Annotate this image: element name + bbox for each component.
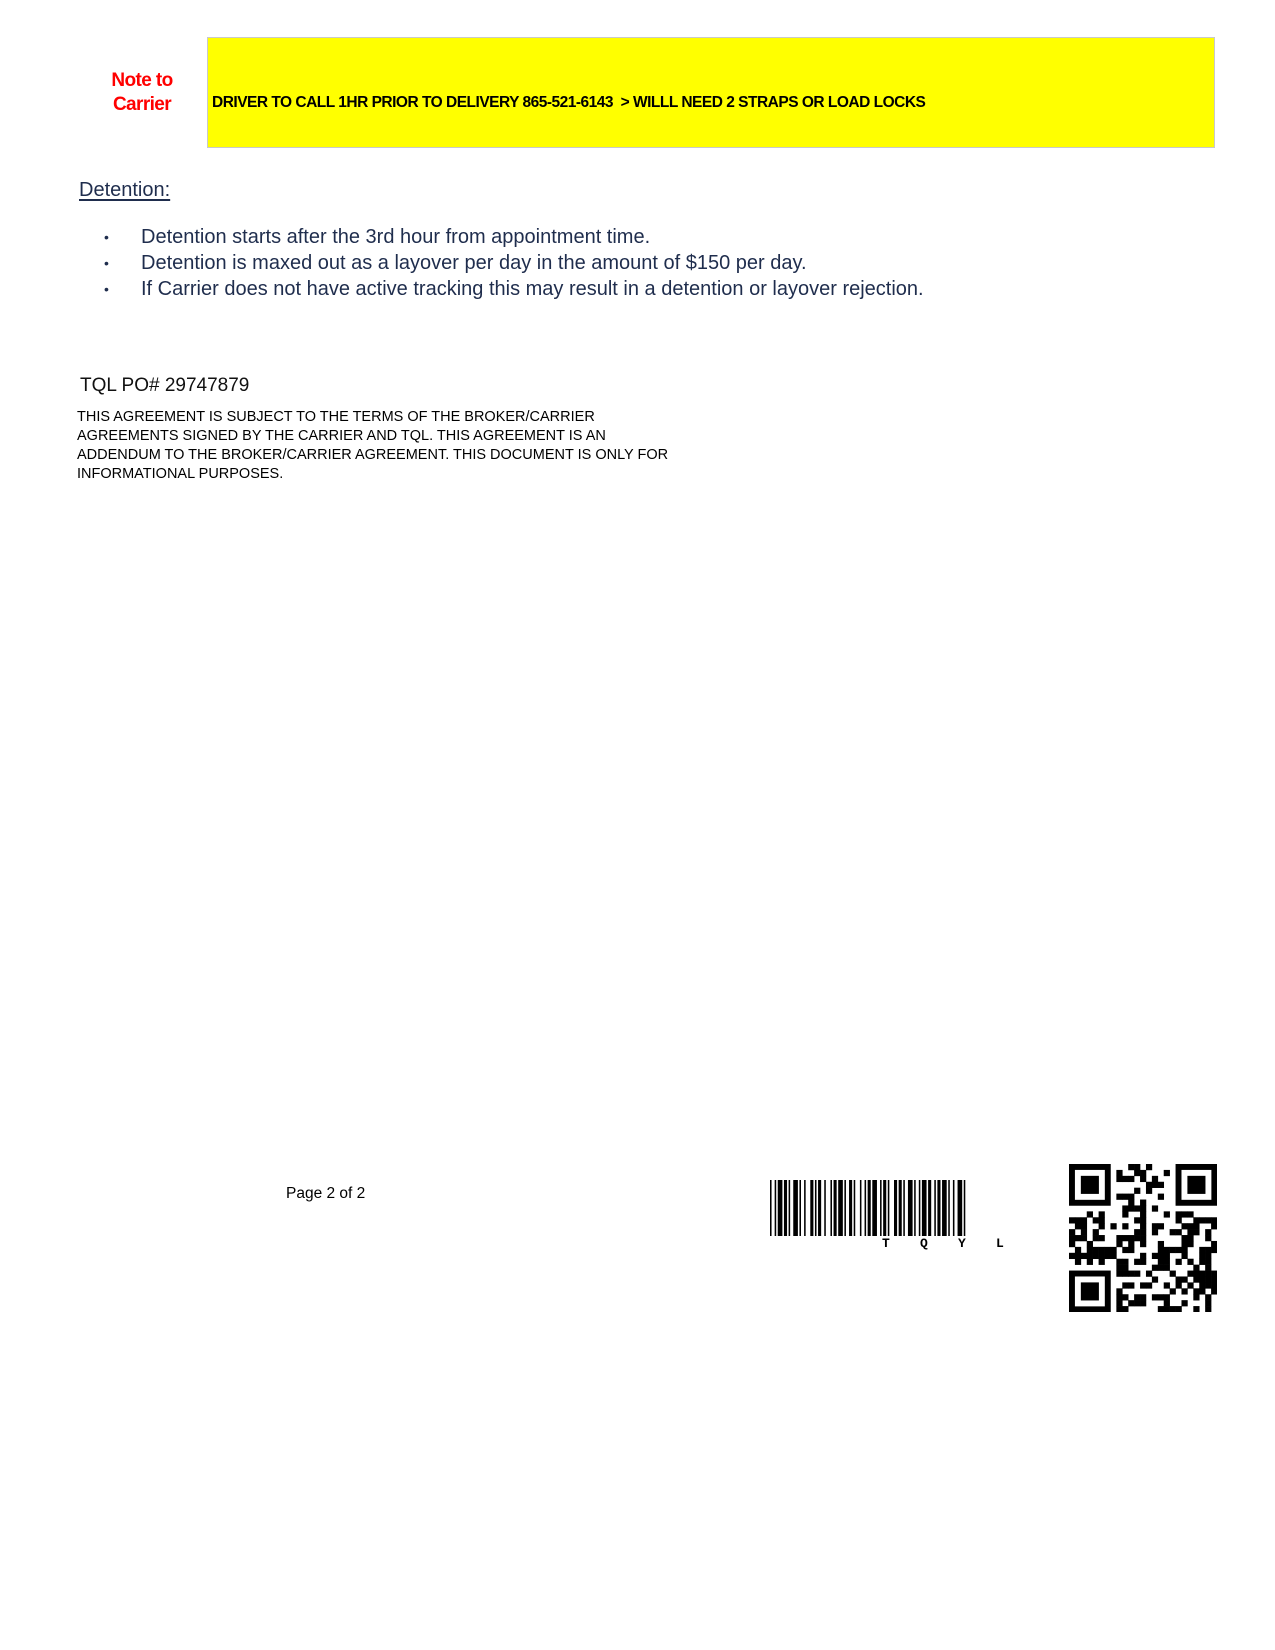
barcode-icon xyxy=(770,1180,1050,1236)
bullet-icon: • xyxy=(104,255,109,271)
barcode-caption-char: Y xyxy=(958,1236,966,1251)
detention-item xyxy=(100,224,924,250)
agreement-line: INFORMATIONAL PURPOSES. xyxy=(77,466,284,482)
note-label-line1: Note to xyxy=(111,70,173,91)
note-to-carrier-label xyxy=(96,69,188,117)
bullet-icon: • xyxy=(104,229,109,245)
note-label-line2: Carrier xyxy=(112,94,172,115)
page-number: Page 2 of 2 xyxy=(286,1185,366,1202)
note-to-carrier-text: DRIVER TO CALL 1HR PRIOR TO DELIVERY 865-521-6143 > WILLL NEED 2 STRAPS OR LOAD LOCKS xyxy=(212,94,926,111)
barcode-caption-char: Q xyxy=(920,1236,928,1251)
detention-list xyxy=(100,224,924,302)
detention-item xyxy=(100,250,924,276)
agreement-text xyxy=(77,408,777,484)
agreement-line: THIS AGREEMENT IS SUBJECT TO THE TERMS OF THE BROKER/CARRIER xyxy=(77,409,595,425)
barcode-caption-char: T xyxy=(882,1236,890,1251)
detention-item-text: Detention is maxed out as a layover per day in the amount of $150 per day. xyxy=(141,252,807,274)
po-number: TQL PO# 29747879 xyxy=(80,375,250,396)
agreement-line: ADDENDUM TO THE BROKER/CARRIER AGREEMENT. THIS DOCUMENT IS ONLY FOR xyxy=(77,447,669,463)
detention-item-text: If Carrier does not have active tracking this may result in a detention or layover rejection. xyxy=(141,278,924,300)
detention-item xyxy=(100,276,924,302)
barcode-caption-char: L xyxy=(996,1236,1004,1251)
qr-code-icon xyxy=(1069,1164,1217,1312)
note-to-carrier-box xyxy=(207,37,1215,148)
detention-item-text: Detention starts after the 3rd hour from appointment time. xyxy=(141,226,651,248)
detention-heading: Detention: xyxy=(79,179,171,201)
agreement-line: AGREEMENTS SIGNED BY THE CARRIER AND TQL. THIS AGREEMENT IS AN xyxy=(77,428,606,444)
bullet-icon: • xyxy=(104,281,109,297)
